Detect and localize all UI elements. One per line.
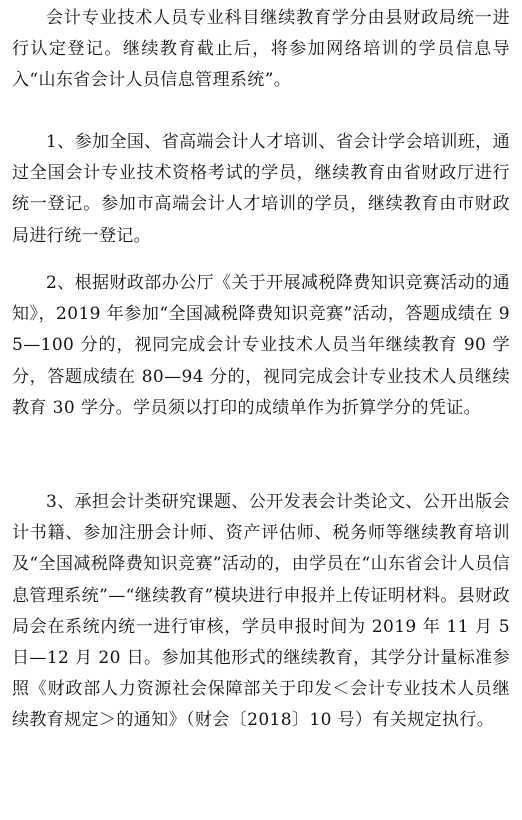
item-2-paragraph: 2、根据财政部办公厅《关于开展减税降费知识竞赛活动的通知》，2019 年参加“全国减税降费知识竞赛”活动，答题成绩在 95—100 分的，视同完成会计专业技术人员当年继续教育 90 学分，答题成绩在 80—94 分的，视同完成会计专业技术人员继续教育 30 学分。学员须以打印的成绩单作为折算学分的凭证。 xyxy=(12,273,510,418)
item-1-paragraph: 1、参加全国、省高端会计人才培训、省会计学会培训班，通过全国会计专业技术资格考试的学员，继续教育由省财政厅进行统一登记。参加市高端会计人才培训的学员，继续教育由市财政局进行统一登记。 xyxy=(12,132,510,246)
item-3-paragraph: 3、承担会计类研究课题、公开发表会计类论文、公开出版会计书籍、参加注册会计师、资产评估师、税务师等继续教育培训及“全国减税降费知识竞赛”活动的，由学员在“山东省会计人员信息管理系统”—“继续教育”模块进行申报并上传证明材料。县财政局会在系统内统一进行审核，学员申报时间为 2019 年 11 月 5 日—12 月 20 日。参加其他形式的继续教育，其学分计量标准参照《财政部人力资源社会保障部关于印发＜会计专业技术人员继续教育规定＞的通知》（财会〔2018〕10 号）有关规定执行。 xyxy=(12,492,510,731)
intro-paragraph: 会计专业技术人员专业科目继续教育学分由县财政局统一进行认定登记。继续教育截止后，将参加网络培训的学员信息导入“山东省会计人员信息管理系统”。 xyxy=(12,8,510,91)
